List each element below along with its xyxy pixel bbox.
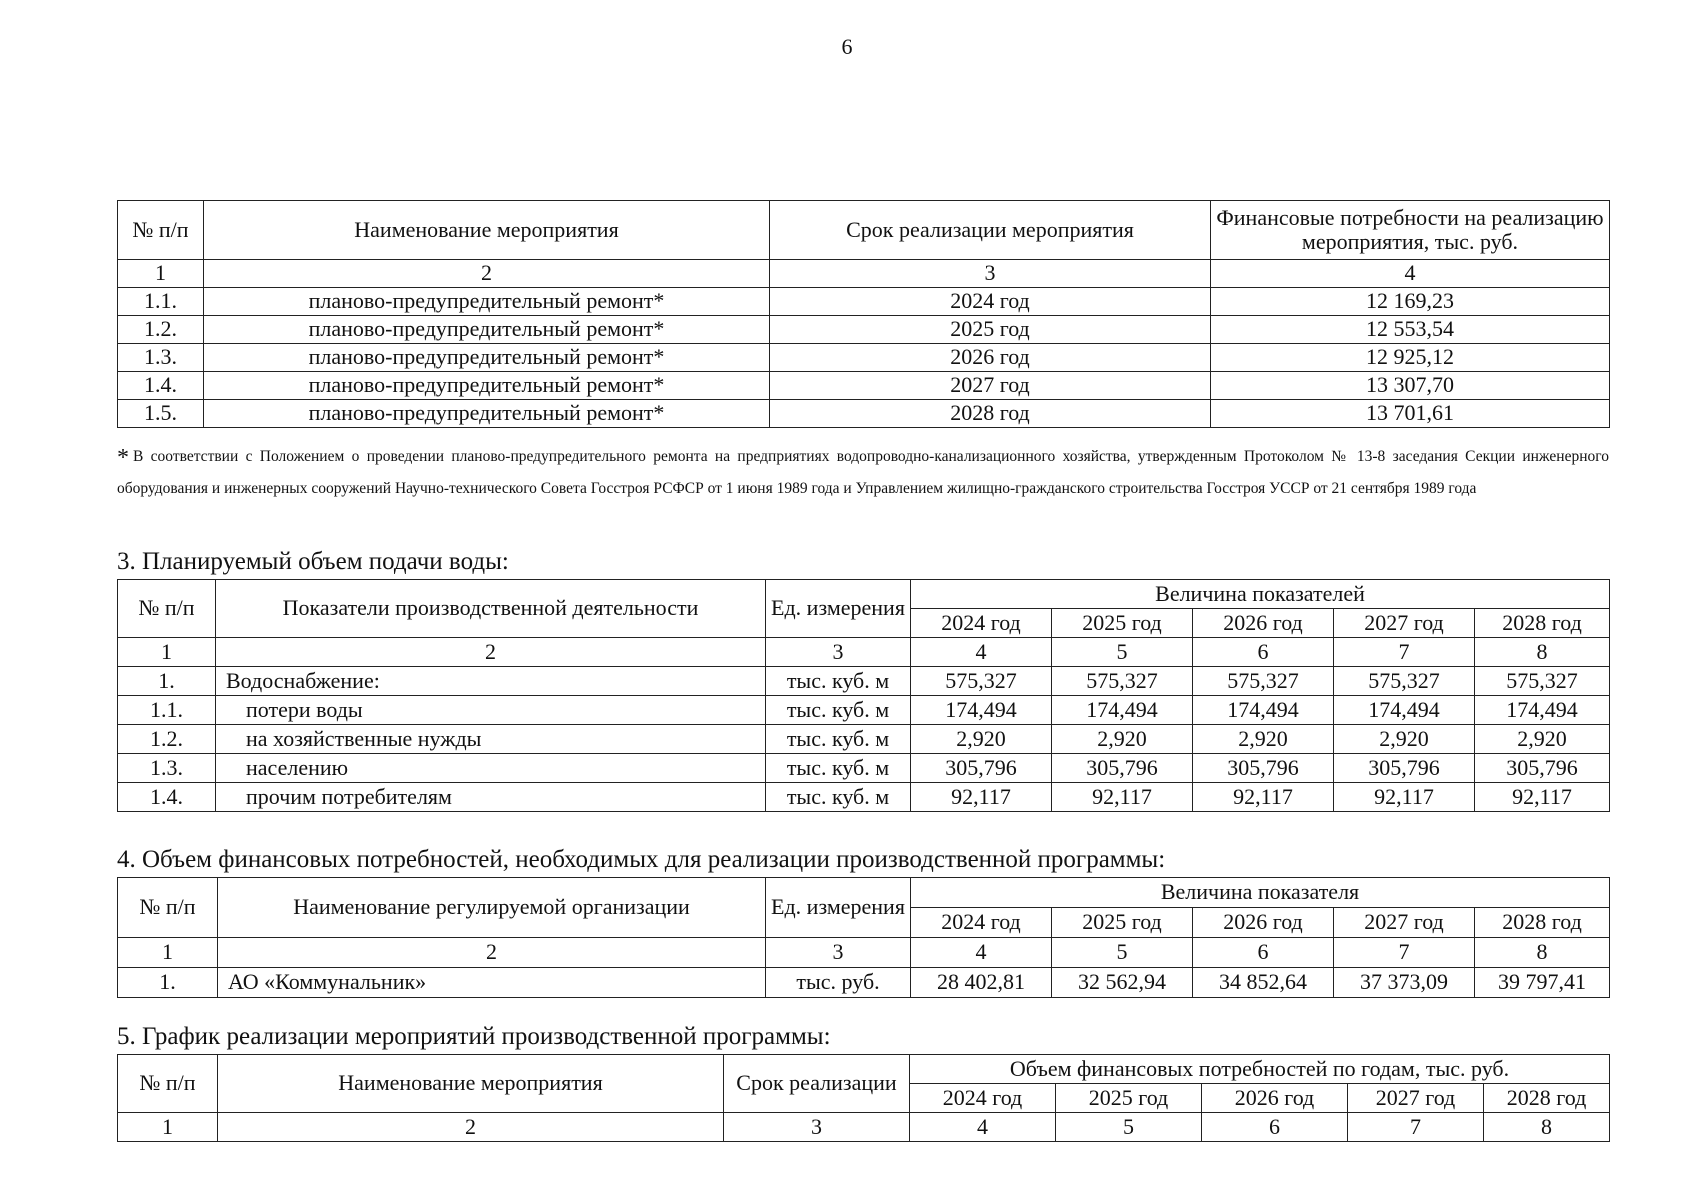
unit: тыс. руб. (766, 968, 911, 998)
schedule-table (117, 1054, 1610, 1142)
year-header: 2025 год (1052, 908, 1193, 938)
measure-cost: 13 701,61 (1211, 400, 1610, 428)
column-number: 5 (1056, 1113, 1202, 1142)
header-cell: № п/п (118, 580, 216, 638)
unit: тыс. куб. м (766, 696, 911, 725)
header-group-cell: Объем финансовых потребностей по годам, тыс. руб. (910, 1055, 1610, 1084)
header-cell: Показатели производственной деятельности (216, 580, 766, 638)
column-number: 4 (910, 1113, 1056, 1142)
column-number: 4 (1211, 260, 1610, 288)
value-cell: 174,494 (1475, 696, 1610, 725)
measure-name: планово-предупредительный ремонт* (204, 372, 770, 400)
value-cell: 92,117 (1193, 783, 1334, 812)
value-cell: 92,117 (1334, 783, 1475, 812)
header-cell: № п/п (118, 878, 218, 938)
value-cell: 92,117 (911, 783, 1052, 812)
measure-name: планово-предупредительный ремонт* (204, 288, 770, 316)
year-header: 2024 год (911, 609, 1052, 638)
header-cell: № п/п (118, 201, 204, 260)
header-cell: Ед. измерения (766, 580, 911, 638)
column-number: 5 (1052, 638, 1193, 667)
footnote-text: В соответствии с Положением о проведении планово-предупредительного ремонта на предприятиях водопроводно-канализационного хозяйства, утвержденным Протоколом № 13-8 заседания Секции инженерного оборудования и инженерных сооружений Научно-технического Совета Госстроя РСФСР от 1 июня 1989 года и Управлением жилищно-гражданского строительства Госстроя УССР от 21 сентября 1989 года (117, 448, 1609, 498)
table-header-row (118, 201, 1610, 260)
table-row (118, 372, 1610, 400)
table-row (118, 667, 1610, 696)
table-header-row (118, 1055, 1610, 1084)
row-number: 1. (118, 968, 218, 998)
section-4-title: 4. Объем финансовых потребностей, необходимых для реализации производственной программы: (117, 846, 1166, 873)
value-cell: 575,327 (1052, 667, 1193, 696)
value-cell: 92,117 (1475, 783, 1610, 812)
indicator-name: Водоснабжение: (216, 667, 766, 696)
column-number-row (118, 938, 1610, 968)
unit: тыс. куб. м (766, 667, 911, 696)
column-number: 3 (766, 938, 911, 968)
value-cell: 92,117 (1052, 783, 1193, 812)
header-cell: Наименование регулируемой организации (218, 878, 766, 938)
value-cell: 32 562,94 (1052, 968, 1193, 998)
water-supply-table (117, 579, 1610, 812)
table-row (118, 316, 1610, 344)
measure-term: 2026 год (770, 344, 1211, 372)
column-number: 3 (770, 260, 1211, 288)
unit: тыс. куб. м (766, 754, 911, 783)
value-cell: 305,796 (1052, 754, 1193, 783)
indicator-name: на хозяйственные нужды (216, 725, 766, 754)
column-number: 3 (766, 638, 911, 667)
column-number: 3 (724, 1113, 910, 1142)
table-row (118, 344, 1610, 372)
measure-name: планово-предупредительный ремонт* (204, 400, 770, 428)
year-header: 2026 год (1193, 609, 1334, 638)
column-number-row (118, 260, 1610, 288)
column-number: 6 (1193, 638, 1334, 667)
column-number: 2 (204, 260, 770, 288)
indicator-name: населению (216, 754, 766, 783)
unit: тыс. куб. м (766, 783, 911, 812)
organization-name: АО «Коммунальник» (218, 968, 766, 998)
measure-cost: 12 925,12 (1211, 344, 1610, 372)
year-header: 2024 год (911, 908, 1052, 938)
value-cell: 575,327 (1334, 667, 1475, 696)
measure-name: планово-предупредительный ремонт* (204, 316, 770, 344)
row-number: 1.5. (118, 400, 204, 428)
indicator-name: прочим потребителям (216, 783, 766, 812)
table-header-row (118, 580, 1610, 609)
year-header: 2028 год (1475, 908, 1610, 938)
header-cell: Финансовые потребности на реализацию мероприятия, тыс. руб. (1211, 201, 1610, 260)
column-number-row (118, 638, 1610, 667)
table-row (118, 400, 1610, 428)
footnote (117, 440, 1609, 501)
column-number: 2 (216, 638, 766, 667)
column-number: 7 (1334, 938, 1475, 968)
year-header: 2024 год (910, 1084, 1056, 1113)
value-cell: 2,920 (1475, 725, 1610, 754)
year-header: 2028 год (1475, 609, 1610, 638)
page-number: 6 (841, 34, 853, 59)
year-header: 2026 год (1193, 908, 1334, 938)
table-row (118, 725, 1610, 754)
year-header: 2027 год (1334, 908, 1475, 938)
section-5-title: 5. График реализации мероприятий производственной программы: (117, 1023, 831, 1050)
header-cell: № п/п (118, 1055, 218, 1113)
value-cell: 28 402,81 (911, 968, 1052, 998)
value-cell: 174,494 (911, 696, 1052, 725)
section-3-title: 3. Планируемый объем подачи воды: (117, 548, 509, 575)
value-cell: 305,796 (911, 754, 1052, 783)
year-header: 2027 год (1334, 609, 1475, 638)
measure-name: планово-предупредительный ремонт* (204, 344, 770, 372)
year-header: 2025 год (1052, 609, 1193, 638)
value-cell: 2,920 (911, 725, 1052, 754)
column-number: 8 (1475, 938, 1610, 968)
column-number: 8 (1475, 638, 1610, 667)
column-number: 1 (118, 938, 218, 968)
value-cell: 174,494 (1052, 696, 1193, 725)
footnote-star: * (117, 445, 129, 471)
value-cell: 305,796 (1475, 754, 1610, 783)
row-number: 1. (118, 667, 216, 696)
row-number: 1.1. (118, 288, 204, 316)
header-cell: Наименование мероприятия (204, 201, 770, 260)
year-header: 2028 год (1484, 1084, 1610, 1113)
value-cell: 305,796 (1334, 754, 1475, 783)
year-header: 2026 год (1202, 1084, 1348, 1113)
table-row (118, 288, 1610, 316)
row-number: 1.2. (118, 725, 216, 754)
column-number: 4 (911, 938, 1052, 968)
measure-cost: 13 307,70 (1211, 372, 1610, 400)
column-number: 7 (1348, 1113, 1484, 1142)
year-header: 2027 год (1348, 1084, 1484, 1113)
row-number: 1.4. (118, 783, 216, 812)
value-cell: 305,796 (1193, 754, 1334, 783)
measure-term: 2024 год (770, 288, 1211, 316)
value-cell: 2,920 (1052, 725, 1193, 754)
unit: тыс. куб. м (766, 725, 911, 754)
column-number: 1 (118, 638, 216, 667)
table-row (118, 696, 1610, 725)
header-group-cell: Величина показателя (911, 878, 1610, 908)
value-cell: 174,494 (1334, 696, 1475, 725)
value-cell: 34 852,64 (1193, 968, 1334, 998)
value-cell: 37 373,09 (1334, 968, 1475, 998)
header-cell: Срок реализации мероприятия (770, 201, 1211, 260)
measure-term: 2027 год (770, 372, 1211, 400)
measure-cost: 12 553,54 (1211, 316, 1610, 344)
value-cell: 39 797,41 (1475, 968, 1610, 998)
measure-term: 2028 год (770, 400, 1211, 428)
value-cell: 2,920 (1334, 725, 1475, 754)
value-cell: 174,494 (1193, 696, 1334, 725)
financial-needs-table (117, 877, 1610, 998)
column-number: 2 (218, 1113, 724, 1142)
column-number: 8 (1484, 1113, 1610, 1142)
value-cell: 2,920 (1193, 725, 1334, 754)
header-cell: Срок реализации (724, 1055, 910, 1113)
column-number-row (118, 1113, 1610, 1142)
value-cell: 575,327 (1193, 667, 1334, 696)
column-number: 5 (1052, 938, 1193, 968)
column-number: 7 (1334, 638, 1475, 667)
measures-table (117, 200, 1610, 428)
measure-cost: 12 169,23 (1211, 288, 1610, 316)
table-row (118, 783, 1610, 812)
column-number: 2 (218, 938, 766, 968)
header-cell: Ед. измерения (766, 878, 911, 938)
header-group-cell: Величина показателей (911, 580, 1610, 609)
measure-term: 2025 год (770, 316, 1211, 344)
column-number: 6 (1202, 1113, 1348, 1142)
row-number: 1.1. (118, 696, 216, 725)
row-number: 1.3. (118, 344, 204, 372)
value-cell: 575,327 (911, 667, 1052, 696)
value-cell: 575,327 (1475, 667, 1610, 696)
column-number: 1 (118, 260, 204, 288)
header-cell: Наименование мероприятия (218, 1055, 724, 1113)
column-number: 1 (118, 1113, 218, 1142)
column-number: 6 (1193, 938, 1334, 968)
indicator-name: потери воды (216, 696, 766, 725)
table-header-row (118, 878, 1610, 908)
table-row (118, 968, 1610, 998)
row-number: 1.3. (118, 754, 216, 783)
column-number: 4 (911, 638, 1052, 667)
row-number: 1.4. (118, 372, 204, 400)
row-number: 1.2. (118, 316, 204, 344)
table-row (118, 754, 1610, 783)
year-header: 2025 год (1056, 1084, 1202, 1113)
